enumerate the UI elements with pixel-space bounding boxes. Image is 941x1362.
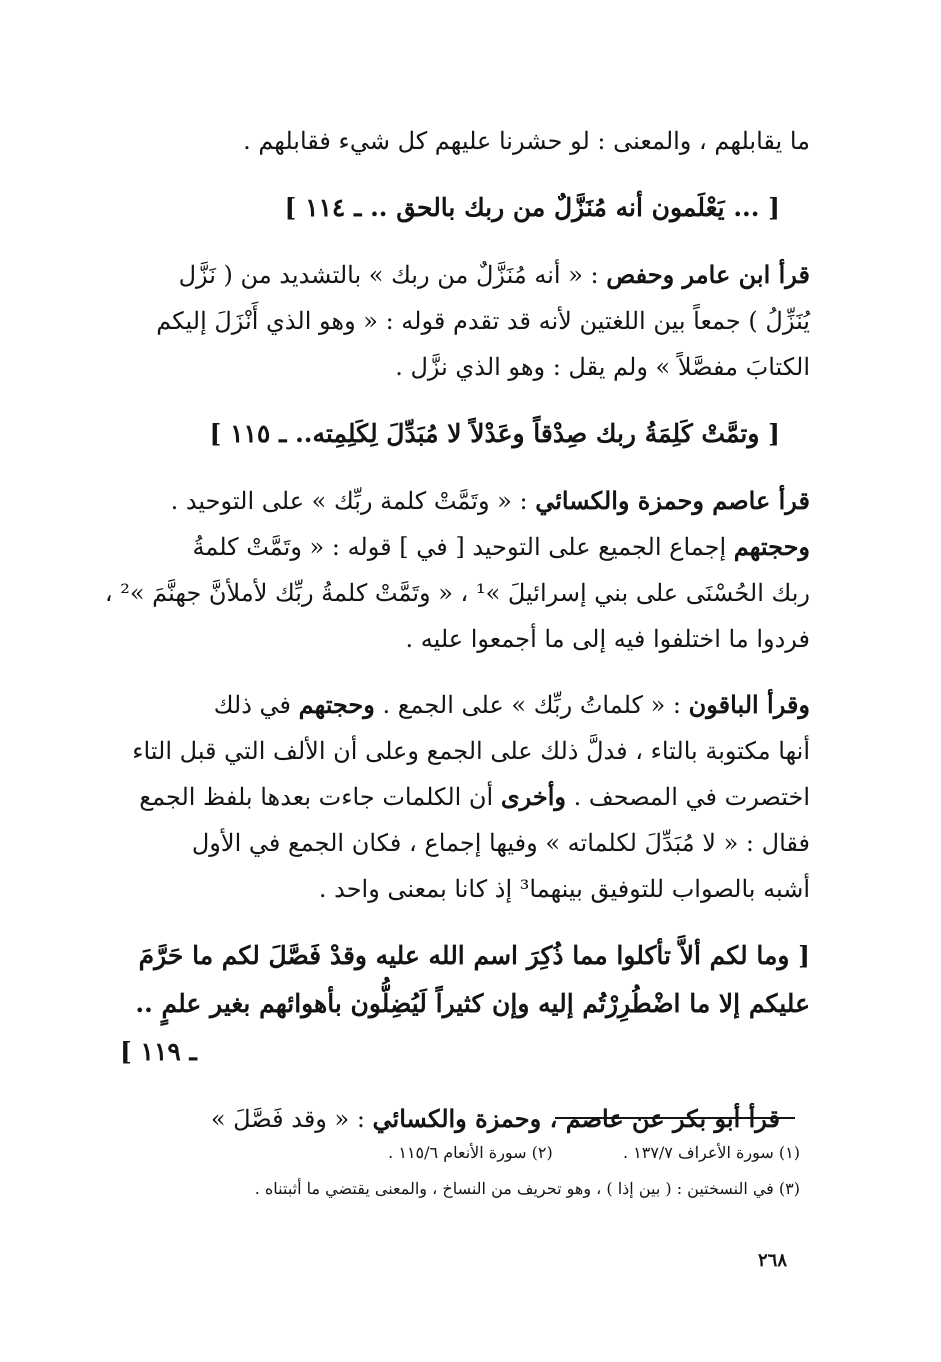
reader-name: قرأ عاصم وحمزة والكسائي xyxy=(535,486,810,515)
text-span: : « كلماتُ ربِّك » على الجمع . xyxy=(374,691,689,719)
reader-name: قرأ ابن عامر وحفص xyxy=(606,260,810,289)
text-line xyxy=(120,866,810,912)
page-number: ٢٦٨ xyxy=(758,1250,788,1271)
text-span: : « وتَمَّتْ كلمة ربِّك » على التوحيد . xyxy=(170,487,536,515)
text-line xyxy=(120,616,810,662)
reader-name: وقرأ الباقون xyxy=(688,690,810,719)
argument-label: وأخرى xyxy=(500,782,566,811)
text-span: في ذلك xyxy=(213,691,299,719)
verse-115 xyxy=(120,410,810,458)
text-line xyxy=(120,252,810,298)
verse-119-line xyxy=(120,980,810,1028)
text-span: ربك الحُسْنَى على بني إسرائيلَ »¹ ، « وتَمَّتْ كلمةُ ربِّك لأملأنَّ جهنَّمَ »² ، xyxy=(104,579,810,607)
page-body xyxy=(104,118,810,1142)
footnote-rule xyxy=(555,1117,795,1119)
text-span: أنها مكتوبة بالتاء ، فدلَّ ذلك على الجمع وعلى أن الألف التي قبل التاء xyxy=(132,737,810,765)
text-line xyxy=(120,682,810,728)
footnote-2: (٢) سورة الأنعام ١١٥/٦ . xyxy=(388,1143,553,1162)
reader-name: قرأ أبو بكر عن عاصم ، وحمزة والكسائي xyxy=(372,1104,780,1133)
text-span: : « وقد فَصَّلَ » xyxy=(210,1105,373,1133)
text-line xyxy=(120,728,810,774)
footnotes-line-2 xyxy=(140,1176,800,1202)
verse-119-line xyxy=(120,932,810,980)
text-span: اختصرت في المصحف . xyxy=(565,783,810,811)
verse-119-line xyxy=(120,1028,810,1076)
text-line xyxy=(120,774,810,820)
footnotes-line-1 xyxy=(140,1140,800,1166)
text-line xyxy=(120,478,810,524)
text-span: إجماع الجميع على التوحيد [ في ] قوله : « وتَمَّتْ كلمةُ xyxy=(192,533,734,561)
text-span: يُنَزِّلُ ) جمعاً بين اللغتين لأنه قد تقدم قوله : « وهو الذي أَنْزَلَ إليكم xyxy=(156,307,810,335)
verse-text: [ وتمَّتْ كَلِمَةُ ربك صِدْقاً وعَدْلاً لا مُبَدِّلَ لِكَلِمِته.. ـ ١١٥ ] xyxy=(209,419,780,448)
text-span: فقال : « لا مُبَدِّلَ لكلماته » وفيها إجماع ، فكان الجمع في الأول xyxy=(191,829,810,857)
verse-number: ـ ١١٩ ] xyxy=(120,1037,197,1066)
verse-text: عليكم إلا ما اضْطُرِرْتُم إليه وإن كثيراً لَيُضِلُّون بأهوائهم بغير علمٍ .. xyxy=(135,989,810,1018)
text-line xyxy=(120,344,810,390)
text-span: أن الكلمات جاءت بعدها بلفظ الجمع xyxy=(139,783,501,811)
text-line xyxy=(120,524,810,570)
text-line xyxy=(120,298,810,344)
verse-114 xyxy=(120,184,810,232)
text-line xyxy=(104,570,810,616)
footnote-1: (١) سورة الأعراف ١٣٧/٧ . xyxy=(622,1143,800,1162)
argument-label: وحجتهم xyxy=(298,690,375,719)
verse-text: [ ... يَعْلَمون أنه مُنَزَّلٌ من ربك بالحق .. ـ ١١٤ ] xyxy=(284,193,780,222)
text-line xyxy=(120,820,810,866)
text-span: الكتابَ مفصَّلاً » ولم يقل : وهو الذي نزَّل . xyxy=(395,353,810,381)
text-span: : « أنه مُنَزَّلٌ من ربك » بالتشديد من ( نَزَّل xyxy=(178,261,607,289)
argument-label: وحجتهم xyxy=(733,532,810,561)
text-line xyxy=(120,118,810,164)
verse-text: [ وما لكم ألاَّ تأكلوا مما ذُكِرَ اسم الله عليه وقدْ فَصَّلَ لكم ما حَرَّمَ xyxy=(138,941,810,970)
text-span: أشبه بالصواب للتوفيق بينهما³ إذ كانا بمعنى واحد . xyxy=(318,875,810,903)
text-span: ما يقابلهم ، والمعنى : لو حشرنا عليهم كل شيء فقابلهم . xyxy=(243,127,810,155)
footnote-3: (٣) في النسختين : ( بين إذا ) ، وهو تحريف من النساخ ، والمعنى يقتضي ما أثبتناه . xyxy=(254,1179,800,1198)
text-line xyxy=(120,1096,810,1142)
text-span: فردوا ما اختلفوا فيه إلى ما أجمعوا عليه . xyxy=(405,625,810,653)
